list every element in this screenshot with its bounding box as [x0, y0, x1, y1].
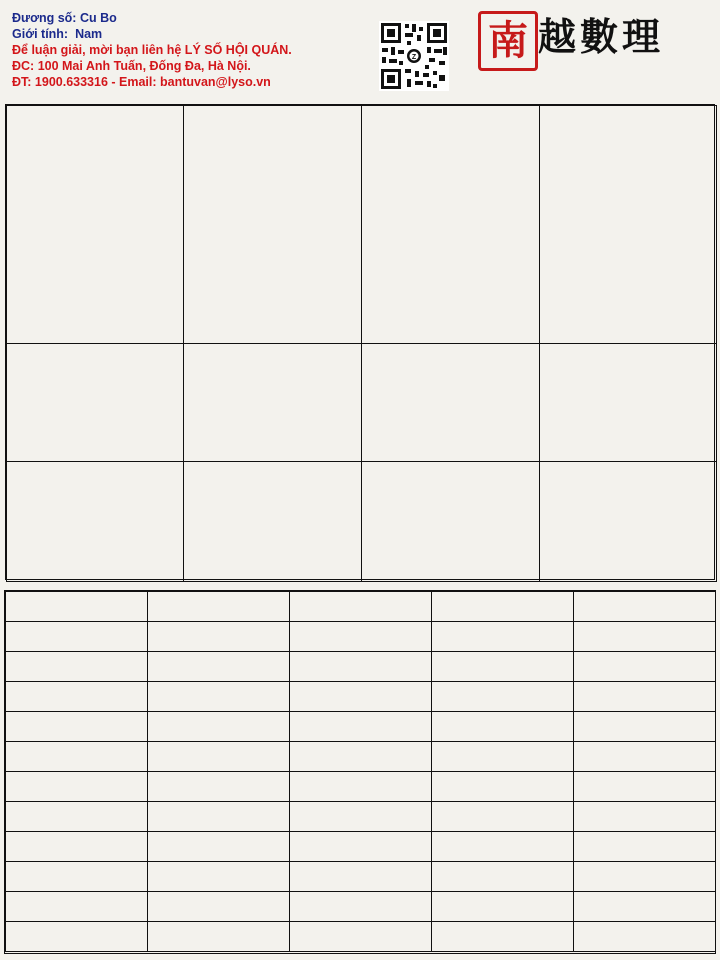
year-cell	[289, 801, 432, 832]
owner-value: Cu Bo	[79, 11, 117, 25]
dai-van-cell	[183, 461, 362, 582]
year-cell	[573, 801, 716, 832]
year-cell	[573, 771, 716, 802]
year-cell	[573, 621, 716, 652]
qr-code-icon	[379, 21, 449, 91]
year-cell	[289, 921, 432, 952]
year-cell	[147, 591, 290, 622]
year-cell	[289, 861, 432, 892]
year-cell	[5, 651, 148, 682]
pillar-cell	[183, 105, 362, 344]
year-cell	[5, 831, 148, 862]
year-cell	[431, 891, 574, 922]
year-cell	[573, 681, 716, 712]
year-cell	[147, 921, 290, 952]
brand-logo: 越數理	[538, 14, 665, 59]
year-cell	[431, 741, 574, 772]
year-cell	[573, 921, 716, 952]
dai-van-cell	[539, 343, 717, 462]
header-info	[12, 10, 292, 90]
year-cell	[5, 711, 148, 742]
dai-van-cell	[6, 343, 184, 462]
year-cell	[5, 681, 148, 712]
year-cell	[289, 651, 432, 682]
year-cell	[431, 711, 574, 742]
year-cell	[431, 921, 574, 952]
seal-stamp-icon: 南	[478, 11, 538, 71]
year-cell	[5, 741, 148, 772]
year-cell	[147, 831, 290, 862]
phone-email-line: ĐT: 1900.633316 - Email: bantuvan@lyso.vn	[12, 75, 271, 89]
address-line: ĐC: 100 Mai Anh Tuấn, Đống Đa, Hà Nội.	[12, 59, 251, 73]
owner-label: Đương số:	[12, 11, 77, 25]
dai-van-cell	[539, 461, 717, 582]
pillar-cell	[539, 105, 717, 344]
year-cell	[147, 891, 290, 922]
dai-van-cell	[361, 461, 540, 582]
year-cell	[431, 621, 574, 652]
year-cell	[573, 591, 716, 622]
year-cell	[5, 861, 148, 892]
year-cell	[5, 801, 148, 832]
year-cell	[5, 891, 148, 922]
year-cell	[147, 741, 290, 772]
dai-van-cell	[6, 461, 184, 582]
year-cell	[5, 771, 148, 802]
year-cell	[289, 711, 432, 742]
year-cell	[289, 741, 432, 772]
year-cell	[431, 861, 574, 892]
dai-van-cell	[183, 343, 362, 462]
year-cell	[147, 771, 290, 802]
year-cell	[431, 771, 574, 802]
pillar-cell	[361, 105, 540, 344]
year-cell	[573, 711, 716, 742]
year-cell	[147, 621, 290, 652]
year-cell	[147, 711, 290, 742]
year-cell	[5, 621, 148, 652]
year-cell	[289, 681, 432, 712]
dai-van-cell	[361, 343, 540, 462]
year-cell	[289, 831, 432, 862]
year-cell	[431, 831, 574, 862]
year-cell	[573, 651, 716, 682]
year-cell	[289, 621, 432, 652]
gender-value: Nam	[75, 27, 103, 41]
contact-line: Để luận giải, mời bạn liên hệ LÝ SỐ HỘI QUÁN.	[12, 43, 292, 57]
year-cell	[147, 801, 290, 832]
year-cell	[573, 891, 716, 922]
year-cell	[289, 891, 432, 922]
year-cell	[573, 831, 716, 862]
yearly-table	[4, 590, 716, 954]
year-cell	[431, 681, 574, 712]
chart-grid	[5, 104, 715, 580]
year-cell	[573, 861, 716, 892]
year-cell	[5, 591, 148, 622]
year-cell	[431, 801, 574, 832]
year-cell	[147, 861, 290, 892]
page-header	[0, 0, 720, 100]
year-cell	[431, 651, 574, 682]
year-cell	[147, 681, 290, 712]
year-cell	[573, 741, 716, 772]
year-cell	[147, 651, 290, 682]
year-cell	[289, 591, 432, 622]
year-cell	[289, 771, 432, 802]
year-cell	[431, 591, 574, 622]
pillar-cell	[6, 105, 184, 344]
svg-text:Z: Z	[411, 54, 417, 61]
year-cell	[5, 921, 148, 952]
gender-label: Giới tính:	[12, 27, 69, 41]
